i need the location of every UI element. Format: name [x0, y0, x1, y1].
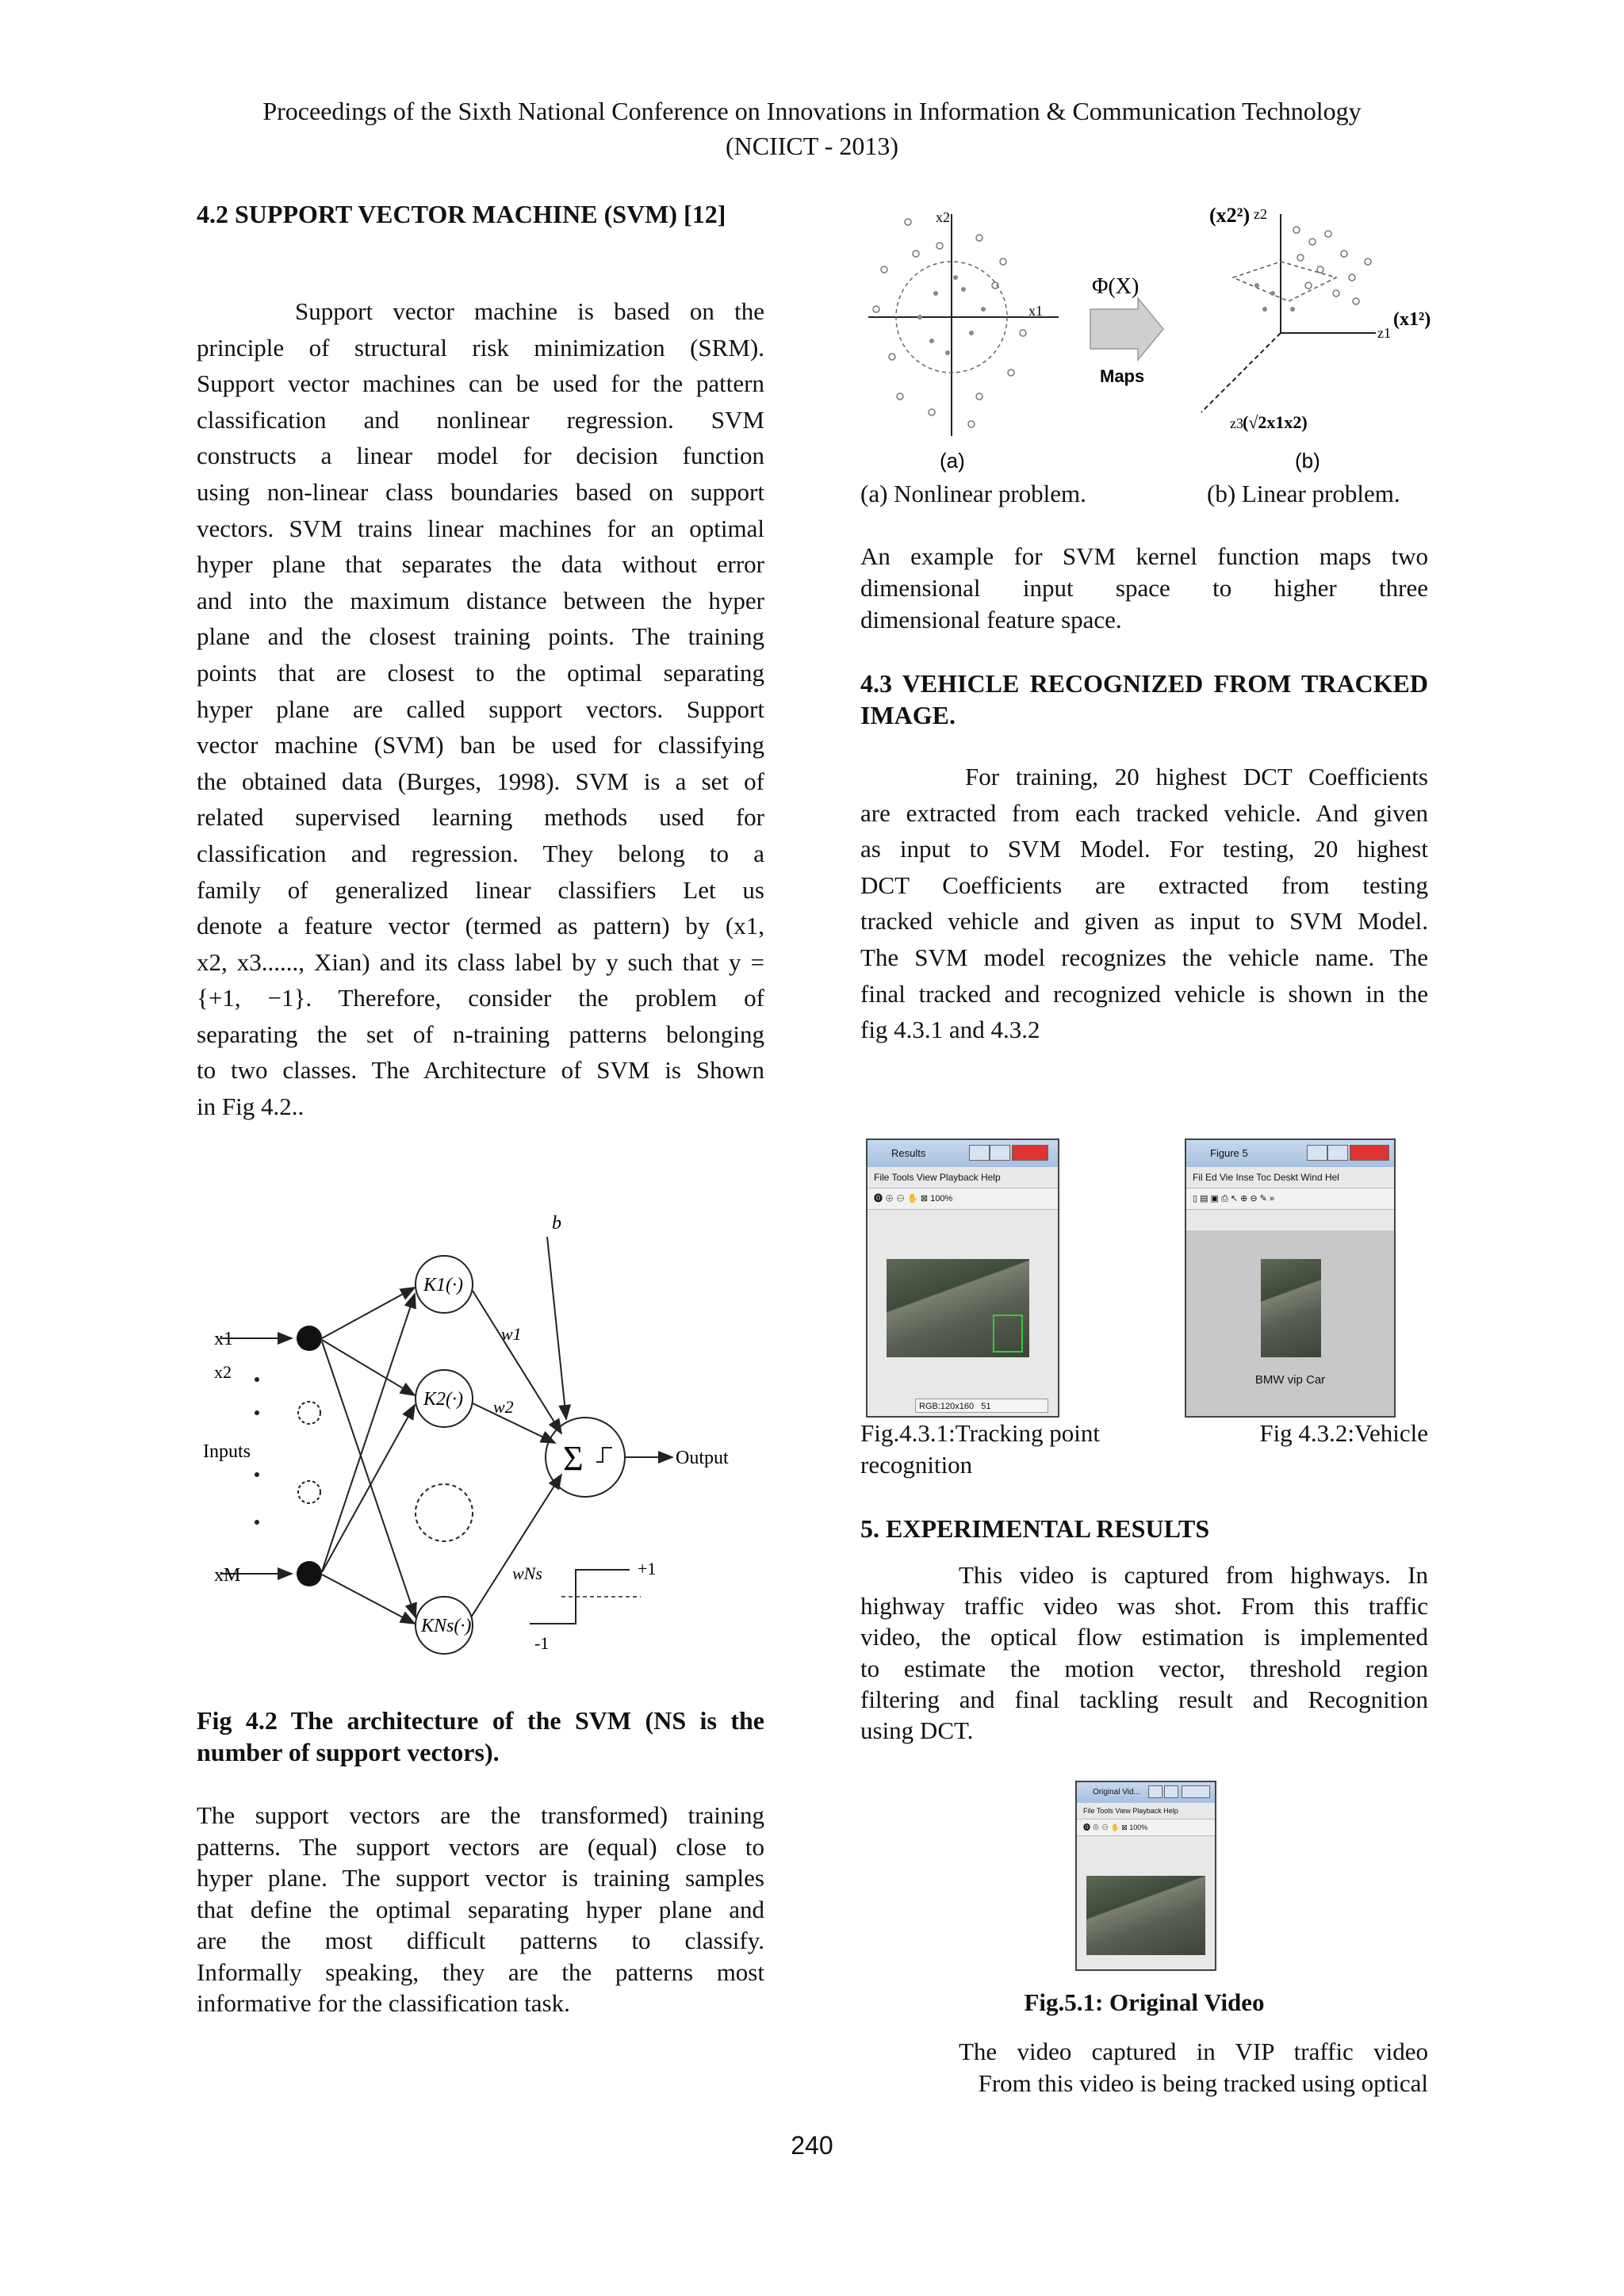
original-video-window-screenshot: [1075, 1781, 1216, 1971]
text-line: and into the maximum distance between the hyper: [197, 586, 764, 614]
text-line: using non-linear class boundaries based on support: [197, 477, 764, 506]
text-line: final tracked and recognized vehicle is shown in the: [860, 979, 1428, 1008]
window-titlebar: [1077, 1782, 1215, 1803]
text-line: Informally speaking, they are the patterns most: [197, 1957, 764, 1986]
z3-expr: (√2x1x2): [1243, 412, 1308, 432]
status-text-2: 51: [981, 1402, 991, 1411]
figure5-window-screenshot: [1185, 1138, 1396, 1418]
text-line: denote a feature vector (termed as pattern) by (x1,: [197, 912, 764, 940]
text-line: {+1, −1}. Therefore, consider the problem of: [197, 984, 764, 1012]
minus-one-label: -1: [534, 1633, 550, 1653]
kernel-mapping-figure: [860, 198, 1431, 476]
input-x1-label: x1: [214, 1329, 233, 1349]
caption-fig-4-3-1: Fig.4.3.1:Tracking point: [860, 1419, 1100, 1447]
text-line: For training, 20 highest DCT Coefficients: [965, 763, 1428, 790]
text-line: related supervised learning methods used for: [197, 803, 764, 832]
zoom-value: 100%: [930, 1194, 953, 1203]
text-line: From this video is being tracked using optical: [978, 2069, 1428, 2097]
text-line: filtering and final tackling result and Recognition: [860, 1685, 1428, 1713]
text-line: The SVM model recognizes the vehicle name. The: [860, 943, 1428, 971]
text-line: informative for the classification task.: [197, 1989, 570, 2017]
text-line: x2, x3......, Xian) and its class label by y such that y =: [197, 947, 764, 976]
right-paragraph-4-3: [860, 759, 1428, 1048]
text-line: hyper plane that separates the data without error: [197, 550, 764, 579]
results-window-screenshot: [866, 1138, 1059, 1418]
minimize-icon: [1148, 1785, 1162, 1798]
close-icon: [1350, 1145, 1389, 1161]
window-title: Results: [891, 1147, 926, 1159]
window-menubar: Fil Ed Vie Inse Toc Deskt Wind Hel: [1186, 1167, 1394, 1188]
close-icon: [1012, 1145, 1048, 1161]
text-line: This video is captured from highways. In: [959, 1561, 1428, 1589]
text-line: using DCT.: [860, 1716, 974, 1745]
text-line: tracked vehicle and given as input to SVM Model.: [860, 907, 1428, 936]
text-line: DCT Coefficients are extracted from testing: [860, 871, 1428, 899]
sum-node: [546, 1418, 625, 1497]
text-line: principle of structural risk minimization (SRM).: [197, 333, 764, 362]
text-line: classification and regression. They belong to a: [197, 839, 764, 867]
mapped-outer-points: [1293, 227, 1371, 304]
text-line: The support vectors are the transformed) training: [197, 1801, 764, 1829]
caption-b: (b) Linear problem.: [1207, 480, 1400, 507]
minimize-icon: [969, 1145, 990, 1161]
z1-expr: (x1²): [1393, 309, 1431, 330]
caption-fig-4-3-2: Fig 4.3.2:Vehicle: [1259, 1419, 1428, 1447]
section-title-4-3: 4.3 VEHICLE RECOGNIZED FROM TRACKED IMAGE.: [860, 669, 1428, 729]
wns-label: wNs: [512, 1563, 542, 1583]
vehicle-label: BMW vip Car: [1254, 1373, 1326, 1387]
text-line: vector machine (SVM) ban be used for classifying: [197, 731, 764, 760]
window-toolbar: ▯ ▤ ▣ ⎙ ↖ ⊕ ⊖ ✎ »: [1186, 1188, 1394, 1210]
text-line: video, the optical flow estimation is implemented: [860, 1623, 1428, 1651]
sigma-symbol: Σ: [563, 1439, 584, 1478]
z2-expr: (x2²): [1209, 204, 1251, 227]
maximize-icon: [1327, 1145, 1348, 1161]
text-line: dimensional input space to higher three: [860, 574, 1428, 602]
text-line: family of generalized linear classifiers Let us: [197, 875, 764, 904]
conference-header: [0, 94, 1624, 163]
plot-b-label: (b): [1295, 449, 1320, 473]
w1-label: w1: [501, 1324, 522, 1344]
zoom-value: 100%: [1129, 1823, 1148, 1831]
figure-caption-4-2: Fig 4.2 The architecture of the SVM (NS is the number of support vectors).: [197, 1706, 764, 1766]
z2-label: z2: [1254, 206, 1267, 222]
window-menubar: File Tools View Playback Help: [868, 1167, 1058, 1188]
text-line: plane and the closest training points. The training: [197, 622, 764, 651]
text-line: constructs a linear model for decision function: [197, 442, 764, 470]
right-paragraph-5: [860, 1559, 1428, 1746]
input-x2-label: x2: [214, 1362, 232, 1382]
text-line: separating the set of n-training patterns belonging: [197, 1020, 764, 1048]
text-line: in Fig 4.2..: [197, 1093, 304, 1121]
header-line-2: (NCIICT - 2013): [725, 132, 899, 160]
text-line: hyper plane. The support vector is training samples: [197, 1864, 764, 1892]
text-line: to two classes. The Architecture of SVM is Shown: [197, 1056, 764, 1085]
maps-label: Maps: [1100, 366, 1145, 386]
z3-label: z3: [1230, 415, 1243, 431]
caption-a: (a) Nonlinear problem.: [860, 480, 1086, 507]
status-text: RGB:120x160: [919, 1402, 975, 1411]
text-line: vectors. SVM trains linear machines for an optimal: [197, 514, 764, 542]
caption-fig-5-1: Fig.5.1: Original Video: [1024, 1988, 1265, 2016]
input-node: [297, 1561, 322, 1586]
window-titlebar: [1186, 1140, 1394, 1167]
window-menubar: File Tools View Playback Help: [1077, 1803, 1215, 1820]
tracking-box: [993, 1314, 1023, 1353]
text-line: patterns. The support vectors are (equal) close to: [197, 1832, 764, 1861]
section-title-4-2: 4.2 SUPPORT VECTOR MACHINE (SVM) [12]: [197, 200, 726, 228]
left-paragraph-1: [197, 293, 764, 1125]
text-line: fig 4.3.1 and 4.3.2: [860, 1016, 1040, 1044]
video-frame: [1086, 1876, 1205, 1955]
window-titlebar: [868, 1140, 1058, 1167]
mapped-inner-points: [1254, 283, 1295, 312]
text-line: Support vector machine is based on the: [295, 297, 764, 325]
inputs-label: Inputs: [203, 1441, 251, 1462]
axis-x1-label: x1: [1028, 303, 1043, 319]
text-line: points that are closest to the optimal separating: [197, 658, 764, 687]
text-line: as input to SVM Model. For testing, 20 highest: [860, 835, 1428, 863]
phi-label: Φ(X): [1092, 274, 1139, 299]
output-label: Output: [676, 1448, 729, 1468]
window-title: Figure 5: [1210, 1147, 1248, 1159]
maximize-icon: [990, 1145, 1010, 1161]
text-line: highway traffic video was shot. From this traffic: [860, 1592, 1428, 1621]
left-paragraph-2: [197, 1800, 764, 2019]
minimize-icon: [1307, 1145, 1327, 1161]
header-line-1: Proceedings of the Sixth National Conference on Innovations in Information & Communication Technology: [262, 97, 1362, 125]
plus-one-label: +1: [638, 1559, 657, 1578]
section-title-5: 5. EXPERIMENTAL RESULTS: [860, 1514, 1210, 1543]
text-line: the obtained data (Burges, 1998). SVM is a set of: [197, 767, 764, 795]
text-line: dimensional feature space.: [860, 606, 1122, 633]
window-toolbar: ⓿ ⊕ ⊖ ✋ ⊠ 100%: [868, 1188, 1058, 1210]
text-line: An example for SVM kernel function maps two: [860, 542, 1428, 570]
input-node: [297, 1326, 322, 1351]
text-line: are the most difficult patterns to classify.: [197, 1927, 764, 1954]
text-line: The video captured in VIP traffic video: [959, 2038, 1428, 2065]
window-toolbar: ⓿ ⊕ ⊖ ✋ ⊠ 100%: [1077, 1820, 1215, 1836]
bias-label: b: [552, 1213, 561, 1234]
kns-label: KNs(·): [421, 1616, 472, 1636]
plot-a-label: (a): [940, 449, 965, 473]
kernel-description: [860, 541, 1428, 636]
status-bar: [915, 1399, 1048, 1413]
w2-label: w2: [493, 1397, 514, 1417]
window-title: Original Vid...: [1093, 1788, 1140, 1797]
k1-label: K1(·): [423, 1275, 463, 1295]
text-line: hyper plane are called support vectors. Support: [197, 695, 764, 723]
vehicle-image: [1261, 1259, 1321, 1357]
svm-architecture-diagram: [197, 1205, 729, 1681]
close-icon: [1182, 1785, 1210, 1798]
k2-label: K2(·): [423, 1389, 463, 1410]
text-line: classification and nonlinear regression. SVM: [197, 405, 764, 434]
input-xm-label: xM: [214, 1565, 241, 1586]
right-paragraph-end: [860, 2036, 1428, 2099]
text-line: that define the optimal separating hyper plane and: [197, 1895, 764, 1923]
map-arrow: [1090, 298, 1163, 360]
caption-fig-4-3-1-cont: recognition: [860, 1451, 973, 1479]
axis-x2-label: x2: [936, 209, 950, 225]
text-line: Support vector machines can be used for the pattern: [197, 369, 764, 398]
page-number: 240: [791, 2131, 833, 2160]
video-frame: [887, 1259, 1029, 1357]
text-line: to estimate the motion vector, threshold region: [860, 1654, 1428, 1682]
maximize-icon: [1164, 1785, 1178, 1798]
z1-label: z1: [1377, 325, 1391, 341]
text-line: are extracted from each tracked vehicle. And given: [860, 798, 1428, 827]
